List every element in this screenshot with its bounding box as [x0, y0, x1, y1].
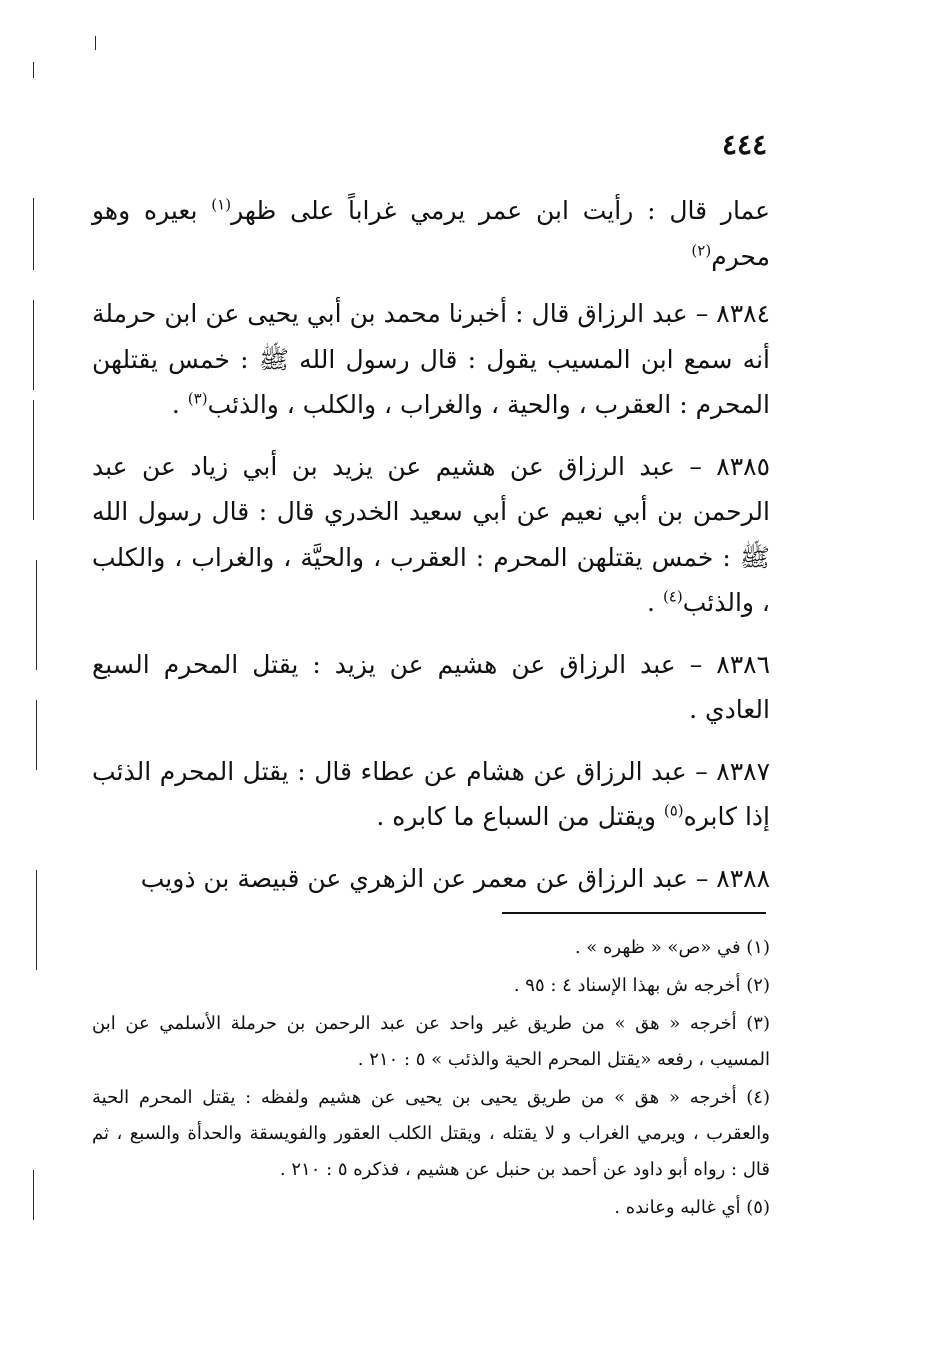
scan-margin-mark: [33, 400, 34, 520]
scan-margin-mark: [33, 1170, 34, 1220]
continuation-text: بعيره وهو محرم: [92, 196, 770, 271]
scan-margin-mark: [33, 198, 34, 270]
footnote: (٥) أي غالبه وعانده .: [614, 1197, 770, 1218]
hadith-text: .: [171, 390, 188, 419]
hadith-8388: [92, 856, 770, 902]
footnote-ref: (١): [211, 195, 232, 214]
hadith-text: ٨٣٨٤ – عبد الرزاق قال : أخبرنا محمد بن أبي يحيى عن ابن حرملة أنه سمع ابن المسيب يقول : قال رسول الله ﷺ : خمس يقتلهن المحرم : العقرب ، والحية ، والغراب ، والكلب ، والذئب: [92, 299, 770, 419]
footnotes: [92, 930, 770, 1228]
page-number: ٤٤٤: [722, 128, 768, 161]
footnote-ref: (٣): [187, 389, 208, 408]
scan-margin-mark: [33, 62, 34, 78]
hadith-text: ٨٣٨٨ – عبد الرزاق عن معمر عن الزهري عن قبيصة بن ذويب: [140, 863, 770, 893]
footnote-ref: (٥): [663, 801, 684, 820]
footnote-ref: (٤): [662, 587, 683, 606]
scan-margin-mark: [95, 36, 96, 50]
hadith-8385: [92, 444, 770, 626]
hadith-text: ٨٣٨٥ – عبد الرزاق عن هشيم عن يزيد بن أبي زياد عن عبد الرحمن بن أبي نعيم عن أبي سعيد الخدري قال : قال رسول الله ﷺ : خمس يقتلهن المحرم : العقرب ، والحيَّة ، والغراب ، والكلب ، والذئب: [92, 451, 770, 617]
footnote-separator: [502, 912, 766, 914]
footnote: (٣) أخرجه « هق » من طريق غير واحد عن عبد الرحمن بن حرملة الأسلمي عن ابن المسيب ، رفعه «يقتل المحرم الحية والذئب » ٥ : ٢١٠ .: [92, 1013, 770, 1070]
footnote: (١) في «ص» « ظهره » .: [574, 937, 770, 958]
main-text: [92, 188, 770, 917]
hadith-text: ٨٣٨٧ – عبد الرزاق عن هشام عن عطاء قال : يقتل المحرم الذئب إذا كابره: [92, 756, 770, 831]
scan-margin-mark: [33, 300, 34, 390]
hadith-8384: [92, 291, 770, 428]
footnote: (٤) أخرجه « هق » من طريق يحيى بن يحيى عن هشيم ولفظه : يقتل المحرم الحية والعقرب ، ويرمي الغراب و لا يقتله ، ويقتل الكلب العقور والفويسقة والحدأة والسبع ، ثم قال : رواه أبو داود عن أحمد بن حنبل عن هشيم ، فذكره ٥ : ٢١٠ .: [92, 1087, 770, 1180]
hadith-8386: [92, 642, 770, 733]
scan-margin-mark: [36, 560, 37, 670]
hadith-8387: [92, 749, 770, 840]
scan-margin-mark: [36, 870, 37, 970]
hadith-text: ٨٣٨٦ – عبد الرزاق عن هشيم عن يزيد : يقتل المحرم السبع العادي .: [92, 649, 770, 724]
continuation-text: عمار قال : رأيت ابن عمر يرمي غراباً على ظهر: [231, 196, 770, 225]
hadith-text: ويقتل من السباع ما كابره .: [376, 802, 664, 831]
footnote-ref: (٢): [691, 241, 712, 260]
footnote: (٢) أخرجه ش بهذا الإسناد ٤ : ٩٥ .: [513, 975, 770, 996]
continuation-paragraph: [92, 188, 770, 279]
hadith-text: .: [647, 588, 663, 617]
scan-margin-mark: [36, 700, 37, 770]
